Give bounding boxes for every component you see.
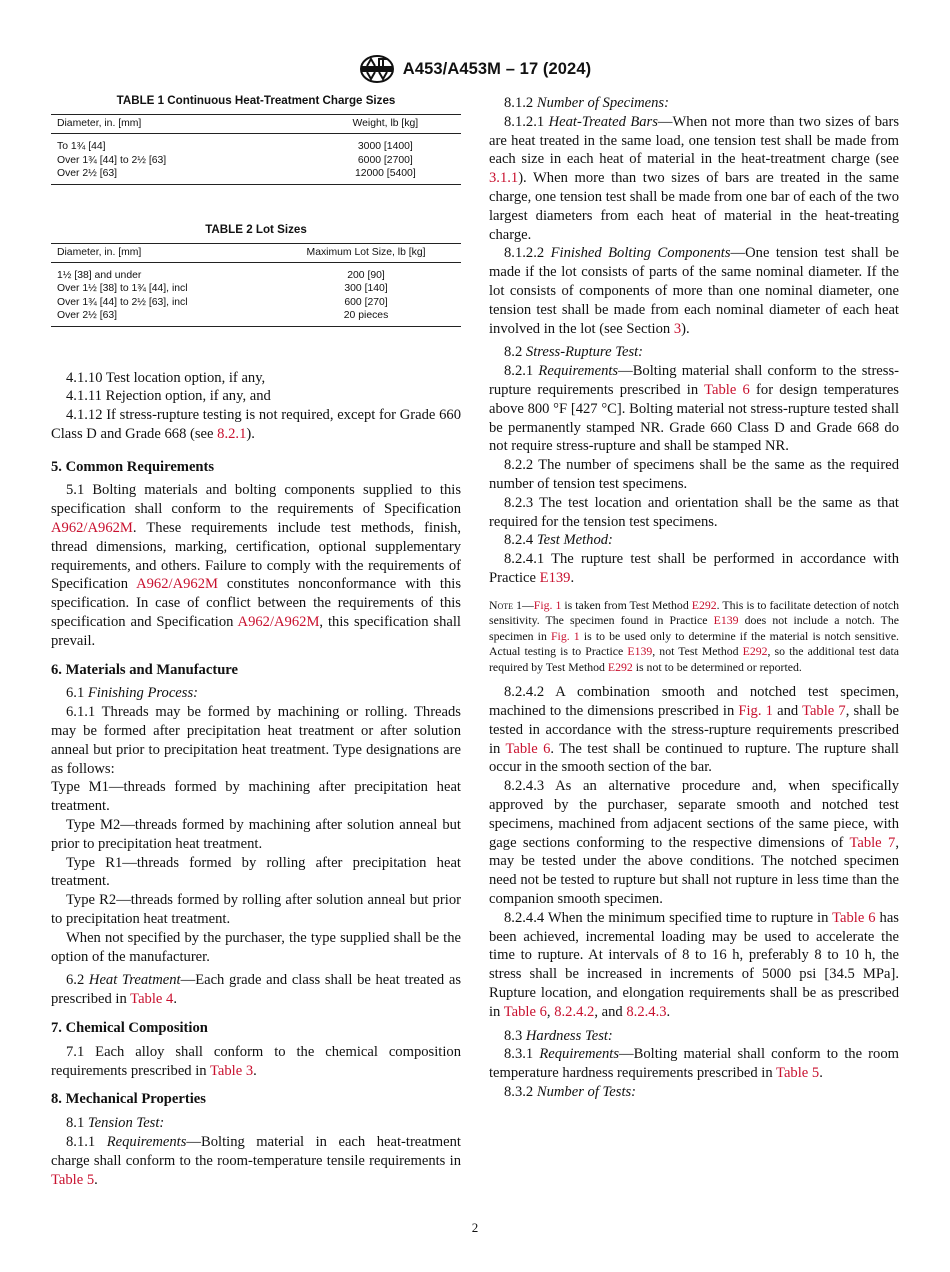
text: 5.1 Bolting materials and bolting components supplied to this specification shall conform to the requirements of Specification xyxy=(51,482,461,518)
table-cell: 20 pieces xyxy=(265,309,461,326)
table-cell: 600 [270] xyxy=(344,296,388,308)
table-cell: To 1¾ [44] xyxy=(57,141,106,152)
section-7-heading: 7. Chemical Composition xyxy=(51,1020,208,1036)
ref-link[interactable]: 3 xyxy=(673,320,682,337)
text: , this specification shall prevail. xyxy=(51,614,461,649)
ref-link[interactable]: Table 6 xyxy=(704,381,750,398)
document-id: A453/A453M – 17 (2024) xyxy=(402,59,592,78)
ref-link[interactable]: Table 6 xyxy=(505,740,551,757)
ref-link[interactable]: A962/A962M xyxy=(237,614,320,631)
text: 4.1.12 If stress-rupture testing is not required, except for Grade 660 Class D and Grade 668 (see xyxy=(51,407,461,442)
table-row xyxy=(51,296,461,310)
table-cell: Over 2½ [63] xyxy=(51,167,304,184)
text: . xyxy=(173,991,177,1008)
text: , and xyxy=(594,1003,627,1020)
para-8-1-2-2 xyxy=(489,244,899,338)
text: 7.1 Each alloy shall conform to the chemical composition requirements prescribed in xyxy=(51,1043,461,1079)
text: . xyxy=(253,1062,257,1079)
subheading: Stress-Rupture Test: xyxy=(525,344,644,361)
table-cell: 1½ [38] and under xyxy=(57,269,142,281)
para-8-1-2-1 xyxy=(489,113,899,245)
text: 8.2.4.2 A combination smooth and notched test specimen, machined to the dimensions prescribed in xyxy=(489,684,899,720)
table-row xyxy=(51,309,461,326)
text: has been achieved, incremental loading may be used to accelerate the time to rupture. At intervals of 8 to 16 h, preferably 8 to 10 h, the stress shall be increased in increments of 5000 psi [34.5 MPa]. Rupture location, and elongation requirements shall be as prescribed in xyxy=(489,909,899,1020)
text: —Bolting material shall conform to the stress-rupture requirements prescribed in xyxy=(489,363,899,398)
text: for design temperatures above 800 °F [427 °C]. Bolting material not stress-rupture tested shall be permanently stamped NR. Grade 660 Class D and Grade 668 do not require stress-rupture and shall be stamped NR. xyxy=(489,381,899,455)
text: is taken from Test Method xyxy=(561,597,692,612)
table-cell: 300 [140] xyxy=(344,283,388,294)
text: , xyxy=(546,1003,555,1020)
subheading: Finished Bolting Components xyxy=(550,245,731,262)
text: does not include a notch. The specimen in xyxy=(489,613,900,643)
subheading: Heat Treatment xyxy=(88,972,181,989)
table-row xyxy=(51,262,461,282)
text: 8.2.4.3 As an alternative procedure and, when specifically approved by the purchaser, separate smooth and notched test specimens, machined from adjacent sections of the same piece, with gage sections conforming to the respective dimensions of xyxy=(489,778,899,851)
text: , not Test Method xyxy=(652,644,743,659)
text: , shall be tested in accordance with the stress-rupture requirements prescribed in xyxy=(489,703,899,757)
para-8-2-2: 8.2.2 The number of specimens shall be the same as the required number of tension test specimens. xyxy=(489,457,899,492)
para-8-3 xyxy=(489,1027,899,1046)
note-label: Note 1 xyxy=(489,597,522,612)
page-number: 2 xyxy=(471,1220,479,1235)
table-cell: 6000 [2700] xyxy=(357,154,413,166)
text: 8.2 xyxy=(504,344,526,361)
ref-link[interactable]: 8.2.4.3 xyxy=(626,1003,667,1020)
text: 8.3.2 xyxy=(504,1083,537,1100)
table-cell: 3000 [1400] xyxy=(357,141,413,152)
table-row xyxy=(51,134,461,154)
para-type-r2: Type R2—threads formed by rolling after solution anneal but prior to precipitation heat treatment. xyxy=(51,892,461,928)
subheading: Test Method: xyxy=(536,532,613,549)
ref-link[interactable]: 8.2.1 xyxy=(217,425,247,442)
ref-link[interactable]: A962/A962M xyxy=(51,520,133,537)
ref-link[interactable]: E292 xyxy=(742,644,768,659)
ref-link[interactable]: E292 xyxy=(691,597,717,612)
text: , so the additional test data required by Test Method xyxy=(489,644,899,674)
table-cell: Over 1¾ [44] to 2½ [63] xyxy=(57,154,167,166)
para-6-1-1: 6.1.1 Threads may be formed by machining or rolling. Threads may be formed after precipitation heat treatment or after solution anneal but prior to precipitation heat treatment. Type designations are as follows: xyxy=(51,704,461,777)
para-8-3-2 xyxy=(489,1083,899,1102)
para-8-3-1 xyxy=(489,1045,899,1083)
para-8-2-4 xyxy=(489,531,899,550)
table-row xyxy=(51,282,461,296)
subheading: Requirements xyxy=(539,1046,620,1063)
subheading: Number of Tests: xyxy=(536,1083,637,1100)
page-header xyxy=(0,54,950,84)
ref-link[interactable]: Fig. 1 xyxy=(533,597,562,612)
text: is to be used only to determine if the material is notch sensitive. Actual testing is to Practice xyxy=(489,628,900,659)
subheading: Requirements xyxy=(106,1133,187,1150)
text: ). xyxy=(246,425,255,442)
text: —One tension test shall be made if the lot consists of parts of the same nominal diameter. If the lot consists of components of more than one nominal diameter, one tension test shall be made from each nominal diameter of each heat involved in the lot (see Section xyxy=(489,245,899,337)
text: —Each grade and class shall be heat treated as prescribed in xyxy=(51,972,461,1008)
table-cell: Over 2½ [63] xyxy=(51,309,265,326)
ref-link[interactable]: E139 xyxy=(539,569,571,586)
para-4-1-10: 4.1.10 Test location option, if any, xyxy=(66,369,266,386)
para-type-r1: Type R1—threads formed by rolling after precipitation heat treatment. xyxy=(51,854,461,890)
subheading: Heat-Treated Bars xyxy=(548,113,658,130)
para-7-1 xyxy=(51,1043,461,1081)
para-4-1-11: 4.1.11 Rejection option, if any, and xyxy=(66,388,271,405)
ref-link[interactable]: Table 5 xyxy=(51,1171,95,1188)
text: . xyxy=(570,569,575,586)
text: 8.1.2.1 xyxy=(504,113,549,130)
text: constitutes nonconformance with this specification. In case of conflict between the requirements of this specification and Specification xyxy=(51,576,461,631)
text: . This is to facilitate detection of notch sensitivity. The specimen found in Practice xyxy=(489,597,899,628)
ref-link[interactable]: E292 xyxy=(607,659,633,674)
text: 8.3.1 xyxy=(504,1046,540,1063)
para-6-2 xyxy=(51,971,461,1009)
text: is not to be determined or reported. xyxy=(632,659,802,674)
section-8-heading: 8. Mechanical Properties xyxy=(51,1091,206,1108)
text: . xyxy=(94,1171,98,1188)
right-column xyxy=(489,94,899,1102)
ref-link[interactable]: E139 xyxy=(713,613,739,628)
table1 xyxy=(51,114,461,185)
table-cell: Over 1½ [38] to 1¾ [44], incl xyxy=(57,283,188,294)
section-5-heading: 5. Common Requirements xyxy=(51,458,215,475)
para-type-m1: Type M1—threads formed by machining after precipitation heat treatment. xyxy=(51,779,461,815)
table1-header-row xyxy=(51,115,461,134)
text: —Bolting material shall conform to the room temperature hardness requirements prescribed in xyxy=(489,1046,899,1082)
table-row xyxy=(51,167,461,184)
text: 6.2 xyxy=(66,972,89,989)
text: 8.2.4.1 The rupture test shall be performed in accordance with Practice xyxy=(489,551,899,586)
para-8-2-4-4 xyxy=(489,909,899,1022)
para-8-2-3: 8.2.3 The test location and orientation shall be the same as that required for the tension test specimens. xyxy=(489,494,899,530)
table-cell: 12000 [5400] xyxy=(304,167,461,184)
ref-link[interactable]: A962/A962M xyxy=(136,576,218,593)
table1-col-diameter: Diameter, in. [mm] xyxy=(51,115,304,134)
text: . The test shall be continued to rupture. The rupture shall occur in the smooth section of the bar. xyxy=(489,740,899,776)
para-8-2 xyxy=(489,343,899,362)
text: 6.1 xyxy=(66,685,88,702)
table-row xyxy=(51,154,461,168)
ref-link[interactable]: Fig. 1 xyxy=(738,703,773,720)
astm-logo-icon xyxy=(359,54,395,84)
text: 8.2.1 xyxy=(504,363,539,380)
table2-col-diameter: Diameter, in. [mm] xyxy=(51,243,265,262)
para-4-1-12 xyxy=(51,406,461,444)
table-cell: Over 1¾ [44] to 2½ [63], incl xyxy=(57,296,188,308)
text: —When not more than two sizes of bars are heat treated in the same load, one tension test shall be made from each size in each heat of material in the heat-treatment charge (see xyxy=(489,113,900,168)
text: 8.1.2.2 xyxy=(504,245,551,262)
para-8-1 xyxy=(51,1114,461,1133)
ref-link[interactable]: Table 6 xyxy=(832,909,876,926)
text: 8.2.4 xyxy=(504,532,537,549)
ref-link[interactable]: 8.2.4.2 xyxy=(554,1003,595,1020)
subheading: Tension Test: xyxy=(87,1115,165,1132)
table-cell: 200 [90] xyxy=(347,269,385,281)
ref-link[interactable]: Table 6 xyxy=(503,1003,547,1020)
para-5-1 xyxy=(51,481,461,650)
para-8-2-4-2 xyxy=(489,683,899,777)
table2 xyxy=(51,243,461,327)
text: . xyxy=(666,1003,671,1020)
text: ). xyxy=(681,320,690,337)
ref-link[interactable]: Table 3 xyxy=(210,1062,254,1079)
text: 8.1.2 xyxy=(504,95,537,111)
table2-title: TABLE 2 Lot Sizes xyxy=(205,222,307,236)
text: 8.1 xyxy=(66,1115,88,1132)
note-1 xyxy=(489,598,899,676)
para-8-2-1 xyxy=(489,362,899,456)
ref-link[interactable]: Table 4 xyxy=(130,991,174,1008)
text: 8.1.1 xyxy=(66,1133,107,1150)
para-8-1-1 xyxy=(51,1133,461,1189)
left-column xyxy=(51,94,461,1189)
ref-link[interactable]: Table 7 xyxy=(802,703,846,720)
table1-title: TABLE 1 Continuous Heat-Treatment Charge Sizes xyxy=(116,94,396,107)
para-8-1-2 xyxy=(489,94,899,113)
para-when-not-specified: When not specified by the purchaser, the type supplied shall be the option of the manufacturer. xyxy=(51,929,461,965)
text: , may be tested under the above conditions. The notched specimen need not be tested to rupture but shall not rupture in less time than the companion smooth specimen. xyxy=(489,834,899,907)
text: 8.3 xyxy=(504,1027,526,1044)
text: — xyxy=(521,597,534,612)
subheading: Hardness Test: xyxy=(525,1027,613,1044)
para-6-1 xyxy=(51,684,461,703)
para-8-2-4-1 xyxy=(489,550,899,588)
ref-link[interactable]: Table 5 xyxy=(776,1065,820,1082)
subheading: Number of Specimens: xyxy=(536,95,669,111)
text: —Bolting material in each heat-treatment charge shall conform to the room-temperature tensile requirements in xyxy=(51,1133,461,1169)
para-8-2-4-3 xyxy=(489,777,899,909)
text: . xyxy=(819,1065,823,1082)
subheading: Requirements xyxy=(538,363,619,380)
text: and xyxy=(772,703,803,720)
section-6-heading: 6. Materials and Manufacture xyxy=(51,661,238,678)
table1-col-weight: Weight, lb [kg] xyxy=(304,115,461,134)
ref-link[interactable]: Table 7 xyxy=(849,834,896,851)
subheading: Finishing Process: xyxy=(87,685,199,702)
ref-link[interactable]: E139 xyxy=(627,644,653,659)
text: ). When more than two sizes of bars are treated in the same charge, one tension test shall be made from one bar of each of the two largest diameters from each heat of material in the heat-treating charge. xyxy=(489,170,899,243)
ref-link[interactable]: Fig. 1 xyxy=(550,628,580,643)
text: . These requirements include test methods, finish, thread dimensions, marking, certification, optional supplementary requirements, and others. Failure to comply with the requirements of Specification xyxy=(51,520,461,593)
ref-link[interactable]: 3.1.1 xyxy=(489,170,519,187)
text: 8.2.4.4 When the minimum specified time to rupture in xyxy=(504,909,833,926)
table2-header-row xyxy=(51,243,461,262)
table2-col-lot-size: Maximum Lot Size, lb [kg] xyxy=(265,243,461,262)
para-type-m2: Type M2—threads formed by machining after solution anneal but prior to precipitation heat treatment. xyxy=(51,817,461,852)
